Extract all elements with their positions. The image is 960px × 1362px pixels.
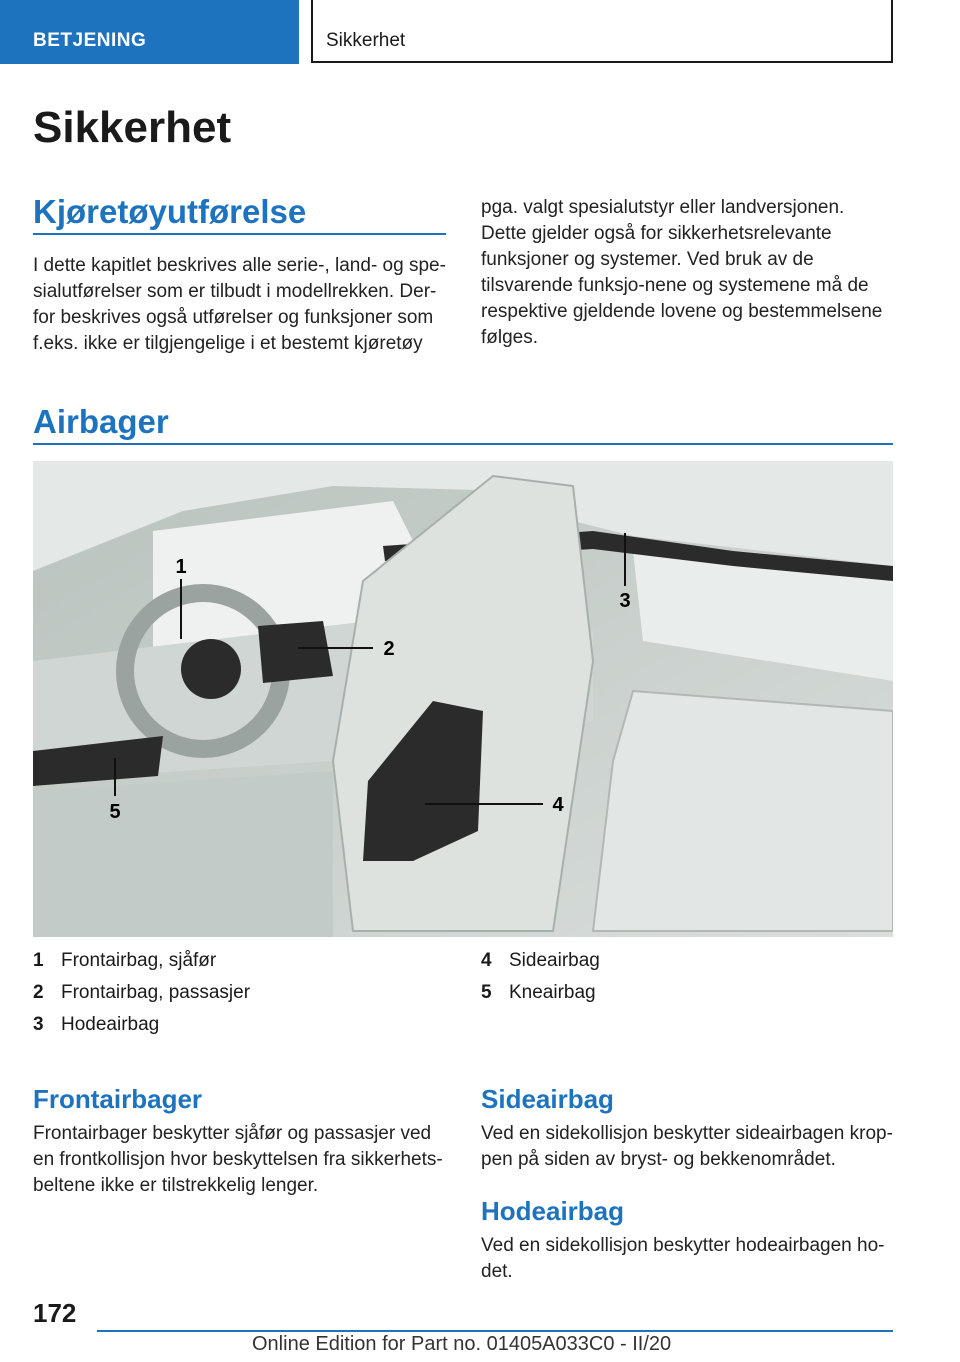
callout-3: 3 xyxy=(619,590,631,612)
heading-rule xyxy=(33,443,893,445)
chapter-label: BETJENING xyxy=(33,30,147,51)
legend-label: Frontairbag, sjåfør xyxy=(61,950,217,971)
legend-left xyxy=(33,945,250,1041)
page-title: Sikkerhet xyxy=(33,103,232,152)
footer-edition: Online Edition for Part no. 01405A033C0 - II/20 xyxy=(252,1333,672,1355)
legend-number: 4 xyxy=(481,950,492,971)
rear-seat xyxy=(593,691,893,931)
callout-4: 4 xyxy=(552,794,564,816)
side-airbag-heading: Sideairbag xyxy=(481,1084,614,1114)
callout-5: 5 xyxy=(109,801,121,823)
driver-airbag xyxy=(181,639,241,699)
legend-item xyxy=(33,945,250,977)
footer-rule xyxy=(97,1330,893,1332)
legend-number: 1 xyxy=(33,950,44,971)
legend-label: Frontairbag, passasjer xyxy=(61,982,251,1003)
chapter-tab xyxy=(0,0,299,64)
callout-2: 2 xyxy=(383,638,395,660)
legend-item xyxy=(33,977,250,1009)
legend-item xyxy=(33,1009,250,1041)
vehicle-design-text-left: I dette kapitlet beskrives alle serie-, land- og spe-sialutførelser som er tilbudt i modellrekken. Der-for beskrives også utførelser og funksjoner som f.eks. ikke er tilgjengelige i et bestemt kjøretøy xyxy=(33,255,446,354)
section-tab xyxy=(311,0,893,63)
floor xyxy=(33,771,333,937)
legend-number: 5 xyxy=(481,982,492,1003)
page-number: 172 xyxy=(33,1298,77,1328)
side-airbag-text: Ved en sidekollisjon beskytter sideairbagen krop-pen på siden av bryst- og bekkenområdet. xyxy=(481,1123,893,1170)
legend-right xyxy=(481,945,600,1009)
legend-label: Hodeairbag xyxy=(61,1014,160,1035)
front-airbags-text: Frontairbager beskytter sjåfør og passasjer ved en frontkollisjon hvor beskyttelsen fra sikkerhets-beltene ikke er tilstrekkelig lenger. xyxy=(33,1123,443,1196)
heading-rule xyxy=(33,233,446,235)
section-label: Sikkerhet xyxy=(326,30,406,51)
head-airbag-heading: Hodeairbag xyxy=(481,1196,625,1226)
legend-item xyxy=(481,977,600,1009)
airbags-heading: Airbager xyxy=(33,403,169,440)
passenger-airbag xyxy=(258,621,333,683)
legend-number: 3 xyxy=(33,1014,44,1035)
head-airbag-text: Ved en sidekollisjon beskytter hodeairbagen ho-det. xyxy=(481,1235,885,1282)
callout-1: 1 xyxy=(175,556,187,578)
legend-item xyxy=(481,945,600,977)
legend-label: Kneairbag xyxy=(509,982,596,1003)
airbag-illustration xyxy=(33,461,893,937)
vehicle-design-text-right: pga. valgt spesialutstyr eller landversjonen. Dette gjelder også for sikkerhetsrelevante funksjoner og systemer. Ved bruk av de tilsvarende funksjo-nene og systemene må de respektive gjeldende lovene og bestemmelsene følges. xyxy=(481,197,883,348)
legend-label: Sideairbag xyxy=(509,950,600,971)
legend-number: 2 xyxy=(33,982,44,1003)
front-airbags-heading: Frontairbager xyxy=(33,1084,203,1114)
vehicle-design-heading: Kjøretøyutførelse xyxy=(33,193,307,230)
